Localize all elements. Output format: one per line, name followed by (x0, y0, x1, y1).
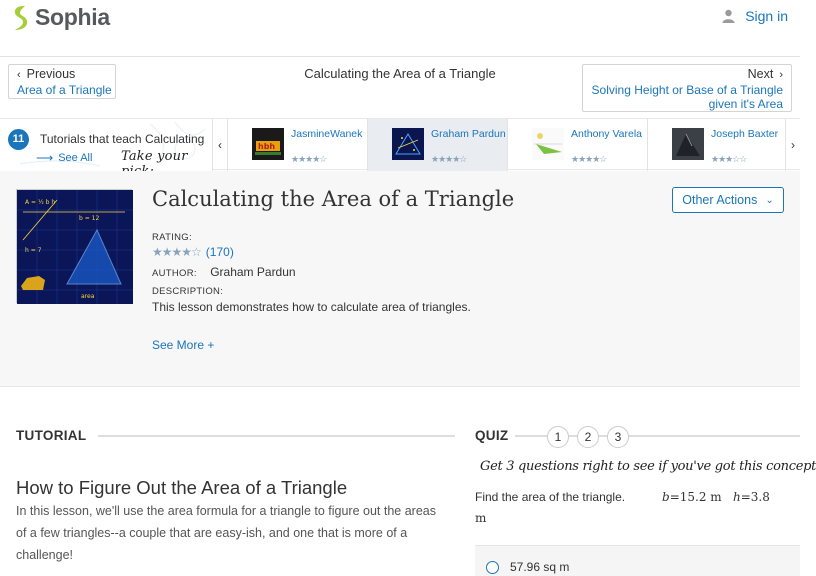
see-all-label: See All (58, 152, 93, 164)
description-label: DESCRIPTION: (152, 286, 224, 297)
next-lesson-link-line1[interactable]: Solving Height or Base of a Triangle (591, 83, 783, 97)
lesson-title: Calculating the Area of a Triangle (152, 187, 515, 211)
rating-label: RATING: (152, 232, 192, 243)
take-your-pick-note: Take your (121, 149, 188, 164)
tutorial-count-badge: 11 (8, 129, 29, 150)
quiz-step-3[interactable]: 3 (607, 426, 629, 448)
tutorial-card-graham-pardun[interactable] (367, 119, 507, 171)
strip-prev-button[interactable] (212, 119, 227, 171)
quiz-step-1[interactable]: 1 (547, 426, 569, 448)
tutorial-body: In this lesson, we'll use the area formula for a triangle to figure out the areas of a few triangles--a couple that are easy-ish, and one that is more of a challenge! (16, 504, 436, 562)
svg-text:b = 12: b = 12 (79, 215, 100, 222)
avatar-image-icon (532, 128, 564, 160)
svg-text:hbh: hbh (258, 142, 276, 151)
avatar (672, 128, 704, 160)
chevron-left-icon: ‹ (218, 138, 222, 152)
tutorials-strip-header (0, 119, 212, 171)
tutorial-author-name: Graham Pardun (431, 128, 506, 140)
previous-lesson-link[interactable]: Area of a Triangle (17, 83, 112, 97)
brand-name: Sophia (35, 4, 110, 30)
tutorial-divider (98, 435, 455, 437)
sign-in-link[interactable] (722, 8, 788, 24)
star-rating-icon: ★★★★☆ (152, 245, 201, 259)
star-rating-icon: ★★★☆☆ (711, 154, 747, 164)
tutorials-strip-title: Tutorials that teach Calculating (40, 132, 205, 146)
tutorial-card-jasminewanek[interactable] (227, 119, 367, 171)
other-actions-dropdown[interactable] (672, 187, 784, 213)
previous-label: Previous (26, 67, 76, 81)
chevron-right-icon: › (791, 138, 795, 152)
sign-in-label: Sign in (745, 8, 788, 24)
user-icon (722, 9, 735, 23)
tutorial-card-joseph-baxter[interactable] (647, 119, 787, 171)
next-lesson-button[interactable] (582, 64, 792, 112)
other-actions-label: Other Actions (682, 193, 758, 207)
tutorials-strip (0, 118, 800, 170)
tutorial-author-name: Anthony Varela (571, 128, 643, 140)
lesson-description: This lesson demonstrates how to calculate area of triangles. (152, 300, 471, 314)
star-rating-icon: ★★★★☆ (571, 154, 607, 164)
tutorial-author-name: JasmineWanek (291, 128, 363, 140)
svg-text:area: area (81, 293, 95, 300)
next-lesson-link-line2[interactable]: given it's Area (708, 97, 783, 111)
top-bar (0, 0, 800, 57)
tutorial-section-label: TUTORIAL (16, 428, 87, 443)
star-rating-icon: ★★★★☆ (431, 154, 467, 164)
tutorial-card-anthony-varela[interactable] (507, 119, 647, 171)
svg-text:h = 7: h = 7 (25, 247, 42, 254)
arrow-right-icon: ⟶ (36, 151, 54, 165)
height-variable: h (733, 490, 741, 504)
chevron-down-icon: ⌄ (765, 194, 774, 206)
quiz-height-unit: m (475, 511, 487, 525)
sophia-logo-icon (10, 5, 30, 31)
author-label: AUTHOR: (152, 268, 197, 279)
quiz-step-2[interactable]: 2 (577, 426, 599, 448)
rating-count[interactable]: (170) (205, 245, 234, 259)
base-variable: b (662, 490, 670, 504)
quiz-base-value (662, 490, 722, 504)
see-more-link[interactable]: See More + (152, 338, 215, 352)
sophia-logo[interactable] (10, 4, 110, 31)
avatar (532, 128, 564, 160)
quiz-question: Find the area of the triangle. (475, 490, 626, 504)
chevron-right-icon: › (779, 69, 783, 81)
quiz-height-value (733, 490, 770, 504)
quiz-section-label: QUIZ (475, 428, 509, 443)
previous-lesson-button[interactable] (8, 64, 116, 99)
answer-radio[interactable] (486, 561, 499, 574)
current-lesson-title: Calculating the Area of a Triangle (304, 66, 496, 81)
previous-label-row (17, 67, 115, 83)
avatar-image-icon (672, 128, 704, 160)
tutorial-author-name: Joseph Baxter (711, 128, 779, 140)
see-all-link[interactable] (36, 151, 92, 165)
rating-row (152, 245, 234, 259)
svg-text:A = ½ b h: A = ½ b h (25, 199, 56, 206)
author-name: Graham Pardun (210, 265, 296, 279)
height-value: =3.8 (740, 490, 770, 504)
strip-next-button[interactable] (785, 119, 800, 171)
chevron-left-icon: ‹ (17, 69, 21, 81)
avatar-image-icon (392, 128, 424, 160)
base-value: =15.2 m (669, 490, 722, 504)
tutorial-heading: How to Figure Out the Area of a Triangle (16, 477, 348, 498)
avatar (392, 128, 424, 160)
lesson-info-panel (0, 171, 800, 387)
avatar-image-icon (252, 128, 284, 160)
next-label-row (583, 67, 783, 83)
star-rating-icon: ★★★★☆ (291, 154, 327, 164)
next-label: Next (747, 67, 774, 81)
author-row (152, 265, 296, 279)
lesson-thumbnail[interactable] (16, 189, 132, 303)
avatar (252, 128, 284, 160)
answer-option-label[interactable]: 57.96 sq m (510, 560, 570, 574)
lesson-thumbnail-image-icon (17, 190, 133, 304)
quiz-hint: Get 3 questions right to see if you've got this concept (480, 459, 816, 474)
